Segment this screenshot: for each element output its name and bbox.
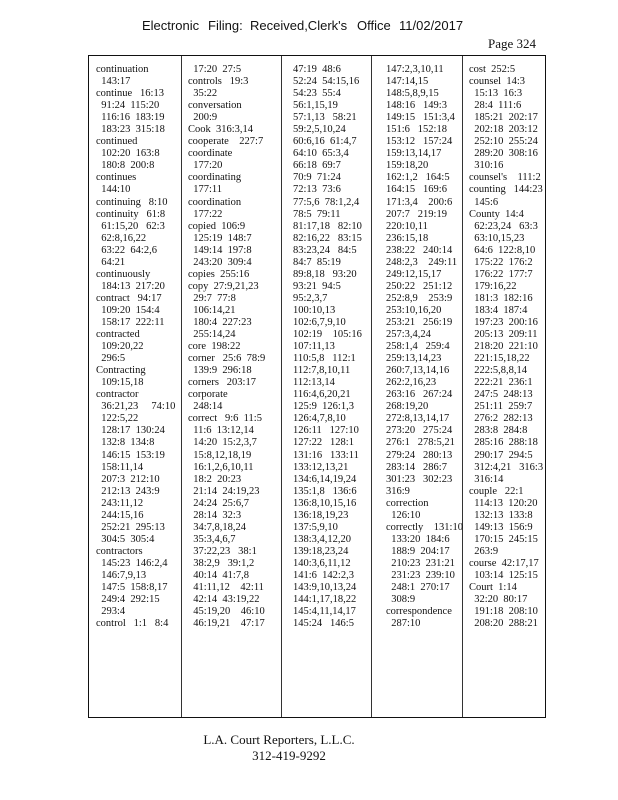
index-entry-line: 180:4 227:23 xyxy=(188,316,252,328)
index-entry-line: 177:20 xyxy=(188,160,223,172)
index-entry-line: 253:10,16,20 xyxy=(386,304,442,316)
index-entry-line: 145:23 146:2,4 xyxy=(96,557,168,569)
index-entry-line: 127:22 128:1 xyxy=(293,437,354,449)
index-entry-line: 102:6,7,9,10 xyxy=(293,316,346,328)
index-entry-line: 289:20 308:16 xyxy=(469,148,538,160)
index-entry-line: coordination xyxy=(188,196,242,208)
index-entry-line: corners 203:17 xyxy=(188,377,256,389)
index-entry-line: 62:23,24 63:3 xyxy=(469,220,538,232)
index-entry-line: 103:14 125:15 xyxy=(469,569,538,581)
index-entry-line: correctly 131:10 xyxy=(386,521,463,533)
index-entry-line: 47:19 48:6 xyxy=(293,64,341,75)
index-entry-line: 183:4 187:4 xyxy=(469,304,528,316)
index-entry-line: 83:23,24 84:5 xyxy=(293,244,357,256)
index-entry-line: 290:17 294:5 xyxy=(469,449,533,461)
index-entry-line: 133:12,13,21 xyxy=(293,461,349,473)
index-entry-line: 100:10,13 xyxy=(293,304,336,316)
index-entry-line: 273:20 275:24 xyxy=(386,425,453,437)
index-entry-line: 148:5,8,9,15 xyxy=(386,88,439,100)
index-entry-line: 207:7 219:19 xyxy=(386,208,447,220)
index-entry-line: 126:4,7,8,10 xyxy=(293,413,346,425)
index-entry-line: 70:9 71:24 xyxy=(293,172,341,184)
index-entry-line: 102:20 163:8 xyxy=(96,148,160,160)
index-entry-line: 102:19 105:16 xyxy=(293,329,362,341)
index-entry-line: coordinate xyxy=(188,148,233,160)
index-entry-line: 35:22 xyxy=(188,88,218,100)
column-divider xyxy=(181,56,182,717)
index-entry-line: 149:14 197:8 xyxy=(188,244,252,256)
index-column-3 xyxy=(293,64,362,630)
index-entry-line: 185:21 202:17 xyxy=(469,112,538,124)
index-entry-line: 212:13 243:9 xyxy=(96,485,160,497)
word-index-box xyxy=(88,55,546,718)
header-electronic: Electronic xyxy=(142,18,200,33)
index-entry-line: 158:11,14 xyxy=(96,461,144,473)
index-entry-line: couple 22:1 xyxy=(469,485,524,497)
index-column-4 xyxy=(386,64,463,630)
index-entry-line: 183:23 315:18 xyxy=(96,124,165,136)
index-entry-line: 257:3,4,24 xyxy=(386,329,431,341)
index-entry-line: contracted xyxy=(96,329,140,341)
index-entry-line: 262:2,16,23 xyxy=(386,377,437,389)
index-entry-line: 17:20 27:5 xyxy=(188,64,242,75)
index-entry-line: 191:18 208:10 xyxy=(469,606,538,618)
index-entry-line: 91:24 115:20 xyxy=(96,100,160,112)
index-entry-line: 144:10 xyxy=(96,184,131,196)
index-entry-line: 221:15,18,22 xyxy=(469,353,530,365)
index-entry-line: 263:9 xyxy=(469,545,499,557)
footer-reporter-name: L.A. Court Reporters, L.L.C. xyxy=(203,732,355,747)
index-entry-line: course 42:17,17 xyxy=(469,557,539,569)
index-entry-line: 293:4 xyxy=(96,606,126,618)
index-entry-line: 180:8 200:8 xyxy=(96,160,155,172)
index-entry-line: 207:3 212:10 xyxy=(96,473,160,485)
index-entry-line: 64:6 122:8,10 xyxy=(469,244,536,256)
index-entry-line: 287:10 xyxy=(386,618,421,630)
index-entry-line: continuation xyxy=(96,64,149,75)
index-entry-line: 263:16 267:24 xyxy=(386,389,453,401)
index-entry-line: 176:22 177:7 xyxy=(469,268,533,280)
index-entry-line: 136:8,10,15,16 xyxy=(293,497,357,509)
index-entry-line: 145:6 xyxy=(469,196,499,208)
index-entry-line: coordinating xyxy=(188,172,242,184)
index-entry-line: corner 25:6 78:9 xyxy=(188,353,266,365)
index-entry-line: correction xyxy=(386,497,429,509)
index-entry-line: 308:9 xyxy=(386,594,416,606)
index-entry-line: 45:19,20 46:10 xyxy=(188,606,265,618)
index-entry-line: cooperate 227:7 xyxy=(188,136,264,148)
index-entry-line: 231:23 239:10 xyxy=(386,569,455,581)
index-entry-line: 184:13 217:20 xyxy=(96,280,165,292)
index-entry-line: 112:13,14 xyxy=(293,377,335,389)
index-entry-line: continued xyxy=(96,136,138,148)
index-entry-line: 107:11,13 xyxy=(293,341,335,353)
index-entry-line: 210:23 231:21 xyxy=(386,557,455,569)
index-entry-line: 145:24 146:5 xyxy=(293,618,354,630)
index-entry-line: counting 144:23 xyxy=(469,184,543,196)
index-entry-line: 143:17 xyxy=(96,76,131,88)
index-entry-line: 28:14 32:3 xyxy=(188,509,242,521)
index-entry-line: 222:21 236:1 xyxy=(469,377,533,389)
index-entry-line: 247:5 248:13 xyxy=(469,389,533,401)
index-entry-line: 133:20 184:6 xyxy=(386,533,450,545)
index-entry-line: 52:24 54:15,16 xyxy=(293,76,360,88)
index-entry-line: 220:10,11 xyxy=(386,220,428,232)
index-entry-line: 283:14 286:7 xyxy=(386,461,447,473)
index-entry-line: core 198:22 xyxy=(188,341,241,353)
index-entry-line: 146:7,9,13 xyxy=(96,569,147,581)
index-column-2 xyxy=(188,64,265,630)
index-entry-line: 15:13 16:3 xyxy=(469,88,523,100)
index-entry-line: 252:8,9 253:9 xyxy=(386,292,453,304)
index-entry-line: 135:1,8 136:6 xyxy=(293,485,357,497)
header-date: 11/02/2017 xyxy=(399,18,464,33)
index-entry-line: 36:21,23 74:10 xyxy=(96,401,176,413)
index-entry-line: 35:3,4,6,7 xyxy=(188,533,236,545)
index-entry-line: 136:18,19,23 xyxy=(293,509,349,521)
index-entry-line: 181:3 182:16 xyxy=(469,292,533,304)
index-entry-line: 151:6 152:18 xyxy=(386,124,447,136)
index-entry-line: counsel's 111:2 xyxy=(469,172,541,184)
index-entry-line: 259:13,14,23 xyxy=(386,353,442,365)
index-entry-line: continuing 8:10 xyxy=(96,196,168,208)
index-entry-line: 32:20 80:17 xyxy=(469,594,528,606)
page-number: Page 324 xyxy=(488,36,537,51)
index-entry-line: 14:20 15:2,3,7 xyxy=(188,437,257,449)
index-entry-line: 41:11,12 42:11 xyxy=(188,582,264,594)
index-entry-line: County 14:4 xyxy=(469,208,524,220)
index-entry-line: 61:15,20 62:3 xyxy=(96,220,165,232)
index-entry-line: 252:10 255:24 xyxy=(469,136,538,148)
index-entry-line: 18:2 20:23 xyxy=(188,473,242,485)
index-entry-line: 243:20 309:4 xyxy=(188,256,252,268)
index-entry-line: 147:2,3,10,11 xyxy=(386,64,444,75)
index-entry-line: 248:1 270:17 xyxy=(386,582,450,594)
index-entry-line: 21:14 24:19,23 xyxy=(188,485,260,497)
index-entry-line: 126:10 xyxy=(386,509,421,521)
index-entry-line: 250:22 251:12 xyxy=(386,280,453,292)
index-entry-line: 139:9 296:18 xyxy=(188,365,252,377)
index-entry-line: 137:5,9,10 xyxy=(293,521,338,533)
header-received: Received,Clerk's xyxy=(250,18,348,33)
index-entry-line: 253:21 256:19 xyxy=(386,316,453,328)
header-filing: Filing: xyxy=(208,18,243,33)
index-entry-line: 200:9 xyxy=(188,112,218,124)
index-entry-line: 81:17,18 82:10 xyxy=(293,220,362,232)
index-entry-line: 109:20,22 xyxy=(96,341,144,353)
index-entry-line: 138:3,4,12,20 xyxy=(293,533,352,545)
index-entry-line: 60:6,16 61:4,7 xyxy=(293,136,357,148)
index-entry-line: 205:13 209:11 xyxy=(469,329,538,341)
index-entry-line: continuously xyxy=(96,268,151,280)
index-entry-line: 312:4,21 316:3 xyxy=(469,461,544,473)
index-entry-line: 128:17 130:24 xyxy=(96,425,165,437)
index-entry-line: 238:22 240:14 xyxy=(386,244,453,256)
index-entry-line: 171:3,4 200:6 xyxy=(386,196,453,208)
index-entry-line: 63:10,15,23 xyxy=(469,232,525,244)
column-divider xyxy=(281,56,282,717)
index-entry-line: continuity 61:8 xyxy=(96,208,166,220)
index-entry-line: 42:14 43:19,22 xyxy=(188,594,260,606)
index-entry-line: 139:18,23,24 xyxy=(293,545,349,557)
index-entry-line: 141:6 142:2,3 xyxy=(293,569,354,581)
index-entry-line: 82:16,22 83:15 xyxy=(293,232,362,244)
index-entry-line: 249:4 292:15 xyxy=(96,594,160,606)
index-entry-line: 249:12,15,17 xyxy=(386,268,442,280)
index-entry-line: 57:1,13 58:21 xyxy=(293,112,357,124)
index-column-5 xyxy=(469,64,543,630)
index-entry-line: 260:7,13,14,16 xyxy=(386,365,450,377)
index-entry-line: 95:2,3,7 xyxy=(293,292,328,304)
index-entry-line: 140:3,6,11,12 xyxy=(293,557,351,569)
index-entry-line: 66:18 69:7 xyxy=(293,160,341,172)
index-entry-line: 84:7 85:19 xyxy=(293,256,341,268)
footer-phone: 312-419-9292 xyxy=(252,748,326,763)
index-entry-line: 110:5,8 112:1 xyxy=(293,353,356,365)
index-entry-line: 218:20 221:10 xyxy=(469,341,538,353)
index-entry-line: 248:2,3 249:11 xyxy=(386,256,458,268)
index-entry-line: 153:12 157:24 xyxy=(386,136,453,148)
index-entry-line: 56:1,15,19 xyxy=(293,100,338,112)
index-entry-line: 145:4,11,14,17 xyxy=(293,606,356,618)
index-entry-line: 159:18,20 xyxy=(386,160,429,172)
index-entry-line: 28:4 111:6 xyxy=(469,100,522,112)
index-entry-line: contract 94:17 xyxy=(96,292,162,304)
index-entry-line: 15:8,12,18,19 xyxy=(188,449,252,461)
index-entry-line: 188:9 204:17 xyxy=(386,545,450,557)
index-entry-line: 316:14 xyxy=(469,473,504,485)
index-entry-line: 208:20 288:21 xyxy=(469,618,538,630)
index-entry-line: 170:15 245:15 xyxy=(469,533,538,545)
index-column-1 xyxy=(96,64,175,630)
index-entry-line: 144:1,17,18,22 xyxy=(293,594,357,606)
index-entry-line: correct 9:6 11:5 xyxy=(188,413,262,425)
index-entry-line: 147:14,15 xyxy=(386,76,429,88)
index-entry-line: control 1:1 8:4 xyxy=(96,618,169,630)
filing-header xyxy=(0,18,618,38)
index-entry-line: 46:19,21 47:17 xyxy=(188,618,265,630)
index-entry-line: 236:15,18 xyxy=(386,232,429,244)
index-entry-line: 177:11 xyxy=(188,184,223,196)
index-entry-line: 132:8 134:8 xyxy=(96,437,155,449)
index-entry-line: 116:16 183:19 xyxy=(96,112,165,124)
index-entry-line: 149:13 156:9 xyxy=(469,521,533,533)
index-entry-line: 202:18 203:12 xyxy=(469,124,538,136)
index-entry-line: corporate xyxy=(188,389,228,401)
index-entry-line: copied 106:9 xyxy=(188,220,246,232)
index-entry-line: 78:5 79:11 xyxy=(293,208,341,220)
index-entry-line: 272:8,13,14,17 xyxy=(386,413,450,425)
index-entry-line: 24:24 25:6,7 xyxy=(188,497,249,509)
index-entry-line: 304:5 305:4 xyxy=(96,533,155,545)
column-divider xyxy=(371,56,372,717)
index-entry-line: 143:9,10,13,24 xyxy=(293,582,357,594)
index-entry-line: 34:7,8,18,24 xyxy=(188,521,247,533)
index-entry-line: 54:23 55:4 xyxy=(293,88,341,100)
index-entry-line: 112:7,8,10,11 xyxy=(293,365,351,377)
index-entry-line: controls 19:3 xyxy=(188,76,249,88)
index-entry-line: 248:14 xyxy=(188,401,223,413)
header-office: Office xyxy=(357,18,391,33)
index-entry-line: 283:8 284:8 xyxy=(469,425,528,437)
index-entry-line: copies 255:16 xyxy=(188,268,250,280)
index-entry-line: 63:22 64:2,6 xyxy=(96,244,157,256)
index-entry-line: 64:21 xyxy=(96,256,126,268)
index-entry-line: 255:14,24 xyxy=(188,329,236,341)
index-entry-line: 276:2 282:13 xyxy=(469,413,533,425)
index-entry-line: counsel 14:3 xyxy=(469,76,525,88)
index-entry-line: 59:2,5,10,24 xyxy=(293,124,346,136)
index-entry-line: 252:21 295:13 xyxy=(96,521,165,533)
index-entry-line: 40:14 41:7,8 xyxy=(188,569,249,581)
index-entry-line: 72:13 73:6 xyxy=(293,184,341,196)
index-entry-line: 310:16 xyxy=(469,160,504,172)
index-entry-line: 131:16 133:11 xyxy=(293,449,359,461)
index-entry-line: 116:4,6,20,21 xyxy=(293,389,351,401)
index-entry-line: 251:11 259:7 xyxy=(469,401,533,413)
index-entry-line: 296:5 xyxy=(96,353,126,365)
index-entry-line: 268:19,20 xyxy=(386,401,429,413)
index-entry-line: Contracting xyxy=(96,365,146,377)
index-entry-line: 106:14,21 xyxy=(188,304,236,316)
index-entry-line: 109:20 154:4 xyxy=(96,304,160,316)
index-entry-line: 147:5 158:8,17 xyxy=(96,582,168,594)
index-entry-line: 162:1,2 164:5 xyxy=(386,172,450,184)
index-entry-line: 177:22 xyxy=(188,208,223,220)
index-entry-line: 37:22,23 38:1 xyxy=(188,545,257,557)
index-entry-line: correspondence xyxy=(386,606,452,618)
index-entry-line: 301:23 302:23 xyxy=(386,473,453,485)
index-entry-line: 285:16 288:18 xyxy=(469,437,538,449)
index-entry-line: 132:13 133:8 xyxy=(469,509,533,521)
index-entry-line: 126:11 127:10 xyxy=(293,425,359,437)
index-entry-line: 16:1,2,6,10,11 xyxy=(188,461,254,473)
index-entry-line: 159:13,14,17 xyxy=(386,148,442,160)
index-entry-line: 38:2,9 39:1,2 xyxy=(188,557,255,569)
index-entry-line: Cook 316:3,14 xyxy=(188,124,254,136)
index-entry-line: 134:6,14,19,24 xyxy=(293,473,357,485)
index-entry-line: 258:1,4 259:4 xyxy=(386,341,450,353)
index-entry-line: 93:21 94:5 xyxy=(293,280,341,292)
index-entry-line: 149:15 151:3,4 xyxy=(386,112,455,124)
index-entry-line: 146:15 153:19 xyxy=(96,449,165,461)
index-entry-line: 29:7 77:8 xyxy=(188,292,236,304)
index-entry-line: 197:23 200:16 xyxy=(469,316,538,328)
index-entry-line: cost 252:5 xyxy=(469,64,516,75)
index-entry-line: 164:15 169:6 xyxy=(386,184,447,196)
index-entry-line: 179:16,22 xyxy=(469,280,517,292)
index-entry-line: 175:22 176:2 xyxy=(469,256,533,268)
index-entry-line: Court 1:14 xyxy=(469,582,517,594)
index-entry-line: continue 16:13 xyxy=(96,88,164,100)
index-entry-line: 125:19 148:7 xyxy=(188,232,252,244)
index-entry-line: 114:13 120:20 xyxy=(469,497,538,509)
index-entry-line: 244:15,16 xyxy=(96,509,144,521)
index-entry-line: 64:10 65:3,4 xyxy=(293,148,349,160)
index-entry-line: contractors xyxy=(96,545,143,557)
index-entry-line: 89:8,18 93:20 xyxy=(293,268,357,280)
index-entry-line: 276:1 278:5,21 xyxy=(386,437,455,449)
index-entry-line: 109:15,18 xyxy=(96,377,144,389)
index-entry-line: 279:24 280:13 xyxy=(386,449,453,461)
index-entry-line: 11:6 13:12,14 xyxy=(188,425,254,437)
index-entry-line: copy 27:9,21,23 xyxy=(188,280,259,292)
index-entry-line: 148:16 149:3 xyxy=(386,100,447,112)
index-entry-line: conversation xyxy=(188,100,242,112)
index-entry-line: 243:11,12 xyxy=(96,497,144,509)
index-entry-line: 158:17 222:11 xyxy=(96,316,165,328)
index-entry-line: 122:5,22 xyxy=(96,413,139,425)
index-entry-line: continues xyxy=(96,172,137,184)
index-entry-line: 125:9 126:1,3 xyxy=(293,401,354,413)
index-entry-line: 62:8,16,22 xyxy=(96,232,147,244)
index-entry-line: 316:9 xyxy=(386,485,410,497)
index-entry-line: 77:5,6 78:1,2,4 xyxy=(293,196,360,208)
index-entry-line: 222:5,8,8,14 xyxy=(469,365,528,377)
index-entry-line: contractor xyxy=(96,389,139,401)
